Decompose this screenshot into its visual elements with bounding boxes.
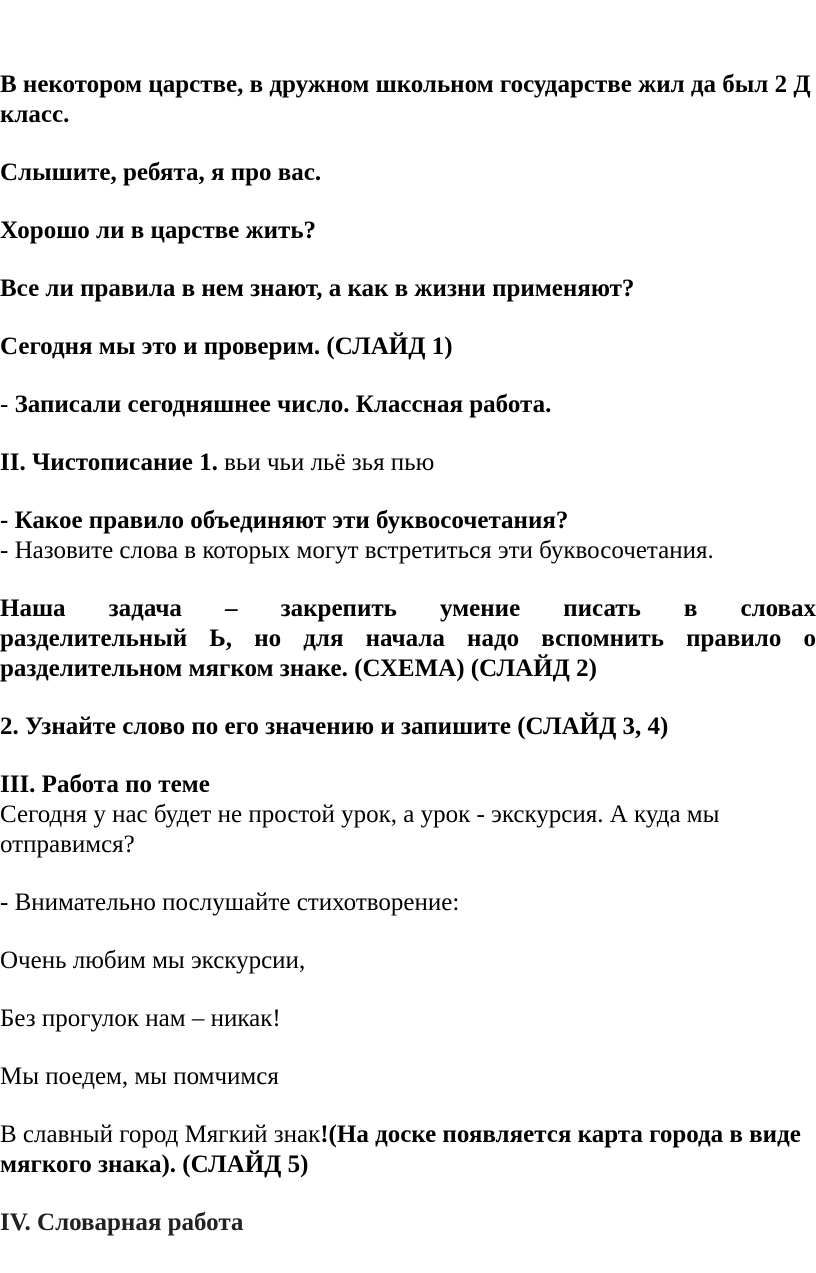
paragraph-slide-1: Сегодня мы это и проверим. (СЛАЙД 1) bbox=[0, 333, 453, 360]
poem-line-3: Мы поедем, мы помчимся bbox=[0, 1063, 279, 1090]
calligraphy-heading: II. Чистописание 1. bbox=[0, 449, 218, 476]
topic-heading: III. Работа по теме bbox=[0, 771, 210, 798]
dash: - bbox=[0, 391, 15, 418]
question-rule: - Какое правило объединяют эти буквосочетания? bbox=[0, 507, 569, 534]
paragraph-question-living: Хорошо ли в царстве жить? bbox=[0, 217, 317, 244]
paragraph-question-rules: Все ли правила в нем знают, а как в жизни применяют? bbox=[0, 275, 635, 302]
section-topic-work bbox=[0, 770, 816, 860]
poem-line-4-note: !(На доске появляется карта города в виде мягкого знака). (СЛАЙД 5) bbox=[0, 1121, 801, 1178]
topic-text: Сегодня у нас будет не простой урок, а урок - экскурсия. А куда мы отправимся? bbox=[0, 801, 720, 858]
poem-line-4-text: В славный город Мягкий знак bbox=[0, 1121, 321, 1148]
paragraph-date bbox=[0, 390, 816, 420]
poem-line-2: Без прогулок нам – никак! bbox=[0, 1005, 281, 1032]
task-name-words: - Назовите слова в которых могут встретиться эти буквосочетания. bbox=[0, 537, 714, 564]
poem-line-4 bbox=[0, 1120, 816, 1180]
section-calligraphy bbox=[0, 448, 816, 478]
paragraph-listen-poem: - Внимательно послушайте стихотворение: bbox=[0, 889, 460, 916]
poem-line-1: Очень любим мы экскурсии, bbox=[0, 947, 306, 974]
section-vocabulary: IV. Словарная работа bbox=[0, 1209, 244, 1236]
calligraphy-letters: вьи чьи льё зья пью bbox=[224, 449, 435, 476]
paragraph-slide-3-4: 2. Узнайте слово по его значению и запишите (СЛАЙД 3, 4) bbox=[0, 713, 669, 740]
intro-paragraph: В некотором царстве, в дружном школьном государстве жил да был 2 Д класс. bbox=[0, 71, 811, 128]
task-line-2: разделительный Ь, но для начала надо вспомнить правило о bbox=[0, 625, 816, 652]
task-line-3: разделительном мягком знаке. (СХЕМА) (СЛАЙД 2) bbox=[0, 655, 597, 682]
date-text: Записали сегодняшнее число. Классная работа. bbox=[14, 391, 552, 418]
paragraph-task bbox=[0, 594, 816, 684]
paragraph-listen: Слышите, ребята, я про вас. bbox=[0, 159, 322, 186]
task-line-1: Наша задача – закрепить умение писать в словах bbox=[0, 595, 816, 622]
